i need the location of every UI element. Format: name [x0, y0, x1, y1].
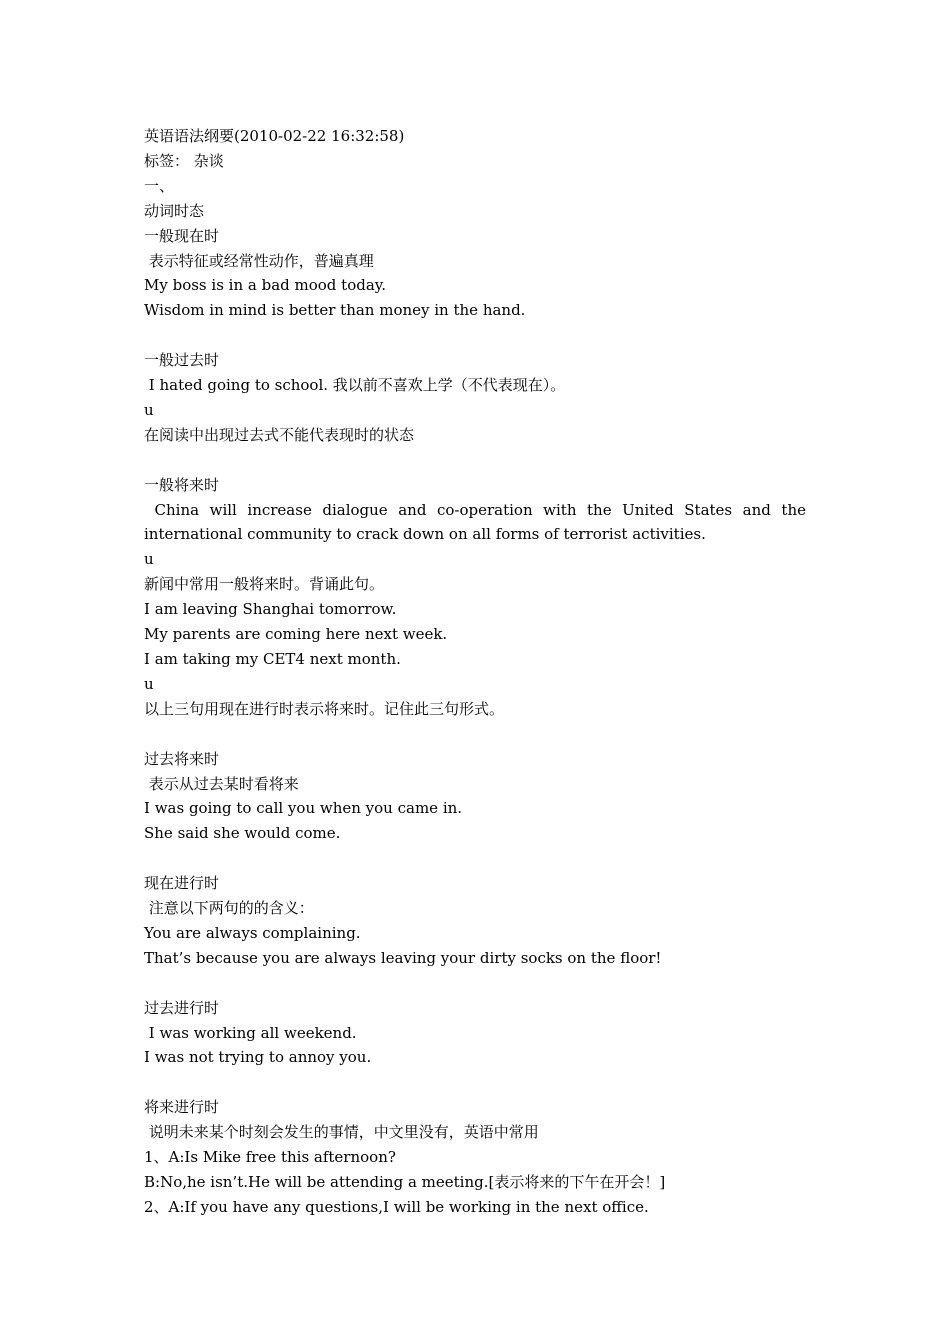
simple-future-example-1: China will increase dialogue and co-operation with the United States and the international community to crack down on all forms of terrorist activities.	[144, 500, 811, 544]
past-progressive-example-1: I was working all weekend.	[144, 1023, 357, 1042]
present-progressive-heading: 现在进行时	[144, 874, 220, 893]
simple-past-bullet: u	[144, 400, 154, 419]
simple-present-example-2: Wisdom in mind is better than money in the hand.	[144, 301, 526, 320]
section-title: 动词时态	[144, 201, 205, 220]
document-tags: 标签： 杂谈	[144, 151, 224, 170]
simple-past-example-1: I hated going to school. 我以前不喜欢上学（不代表现在）。	[144, 376, 566, 395]
past-future-desc: 表示从过去某时看将来	[144, 774, 299, 793]
past-future-example-1: I was going to call you when you came in.	[144, 799, 463, 818]
simple-present-desc: 表示特征或经常性动作，普遍真理	[144, 251, 374, 270]
past-future-heading: 过去将来时	[144, 749, 220, 768]
spacer	[144, 1070, 806, 1095]
future-progressive-example-3: 2、A:If you have any questions,I will be working in the next office.	[144, 1197, 649, 1216]
simple-past-note: 在阅读中出现过去式不能代表现时的状态	[144, 425, 415, 444]
section-number: 一、	[144, 176, 175, 195]
past-progressive-example-2: I was not trying to annoy you.	[144, 1048, 372, 1067]
simple-present-example-1: My boss is in a bad mood today.	[144, 276, 387, 295]
simple-future-example-2: I am leaving Shanghai tomorrow.	[144, 600, 397, 619]
spacer	[144, 448, 806, 473]
document-body	[144, 124, 811, 1220]
present-progressive-example-1: You are always complaining.	[144, 923, 361, 942]
simple-future-bullet-2: u	[144, 674, 154, 693]
simple-future-example-3: My parents are coming here next week.	[144, 625, 448, 644]
past-future-example-2: She said she would come.	[144, 824, 341, 843]
spacer	[144, 722, 806, 747]
spacer	[144, 846, 806, 871]
simple-future-note-2: 以上三句用现在进行时表示将来时。记住此三句形式。	[144, 699, 505, 718]
simple-future-heading: 一般将来时	[144, 475, 220, 494]
present-progressive-example-2: That’s because you are always leaving your dirty socks on the floor!	[144, 948, 662, 967]
simple-future-note-1: 新闻中常用一般将来时。背诵此句。	[144, 575, 385, 594]
simple-future-bullet-1: u	[144, 550, 154, 569]
spacer	[144, 971, 806, 996]
future-progressive-heading: 将来进行时	[144, 1098, 220, 1117]
past-progressive-heading: 过去进行时	[144, 998, 220, 1017]
future-progressive-desc: 说明未来某个时刻会发生的事情，中文里没有，英语中常用	[144, 1123, 539, 1142]
simple-past-heading: 一般过去时	[144, 351, 220, 370]
future-progressive-example-2: B:No,he isn’t.He will be attending a meeting.[表示将来的下午在开会！]	[144, 1172, 666, 1191]
simple-present-heading: 一般现在时	[144, 226, 220, 245]
spacer	[144, 323, 806, 348]
future-progressive-example-1: 1、A:Is Mike free this afternoon?	[144, 1148, 396, 1167]
simple-future-example-4: I am taking my CET4 next month.	[144, 650, 401, 668]
document-title: 英语语法纲要(2010-02-22 16:32:58)	[144, 127, 405, 145]
present-progressive-desc: 注意以下两句的的含义：	[144, 899, 314, 918]
